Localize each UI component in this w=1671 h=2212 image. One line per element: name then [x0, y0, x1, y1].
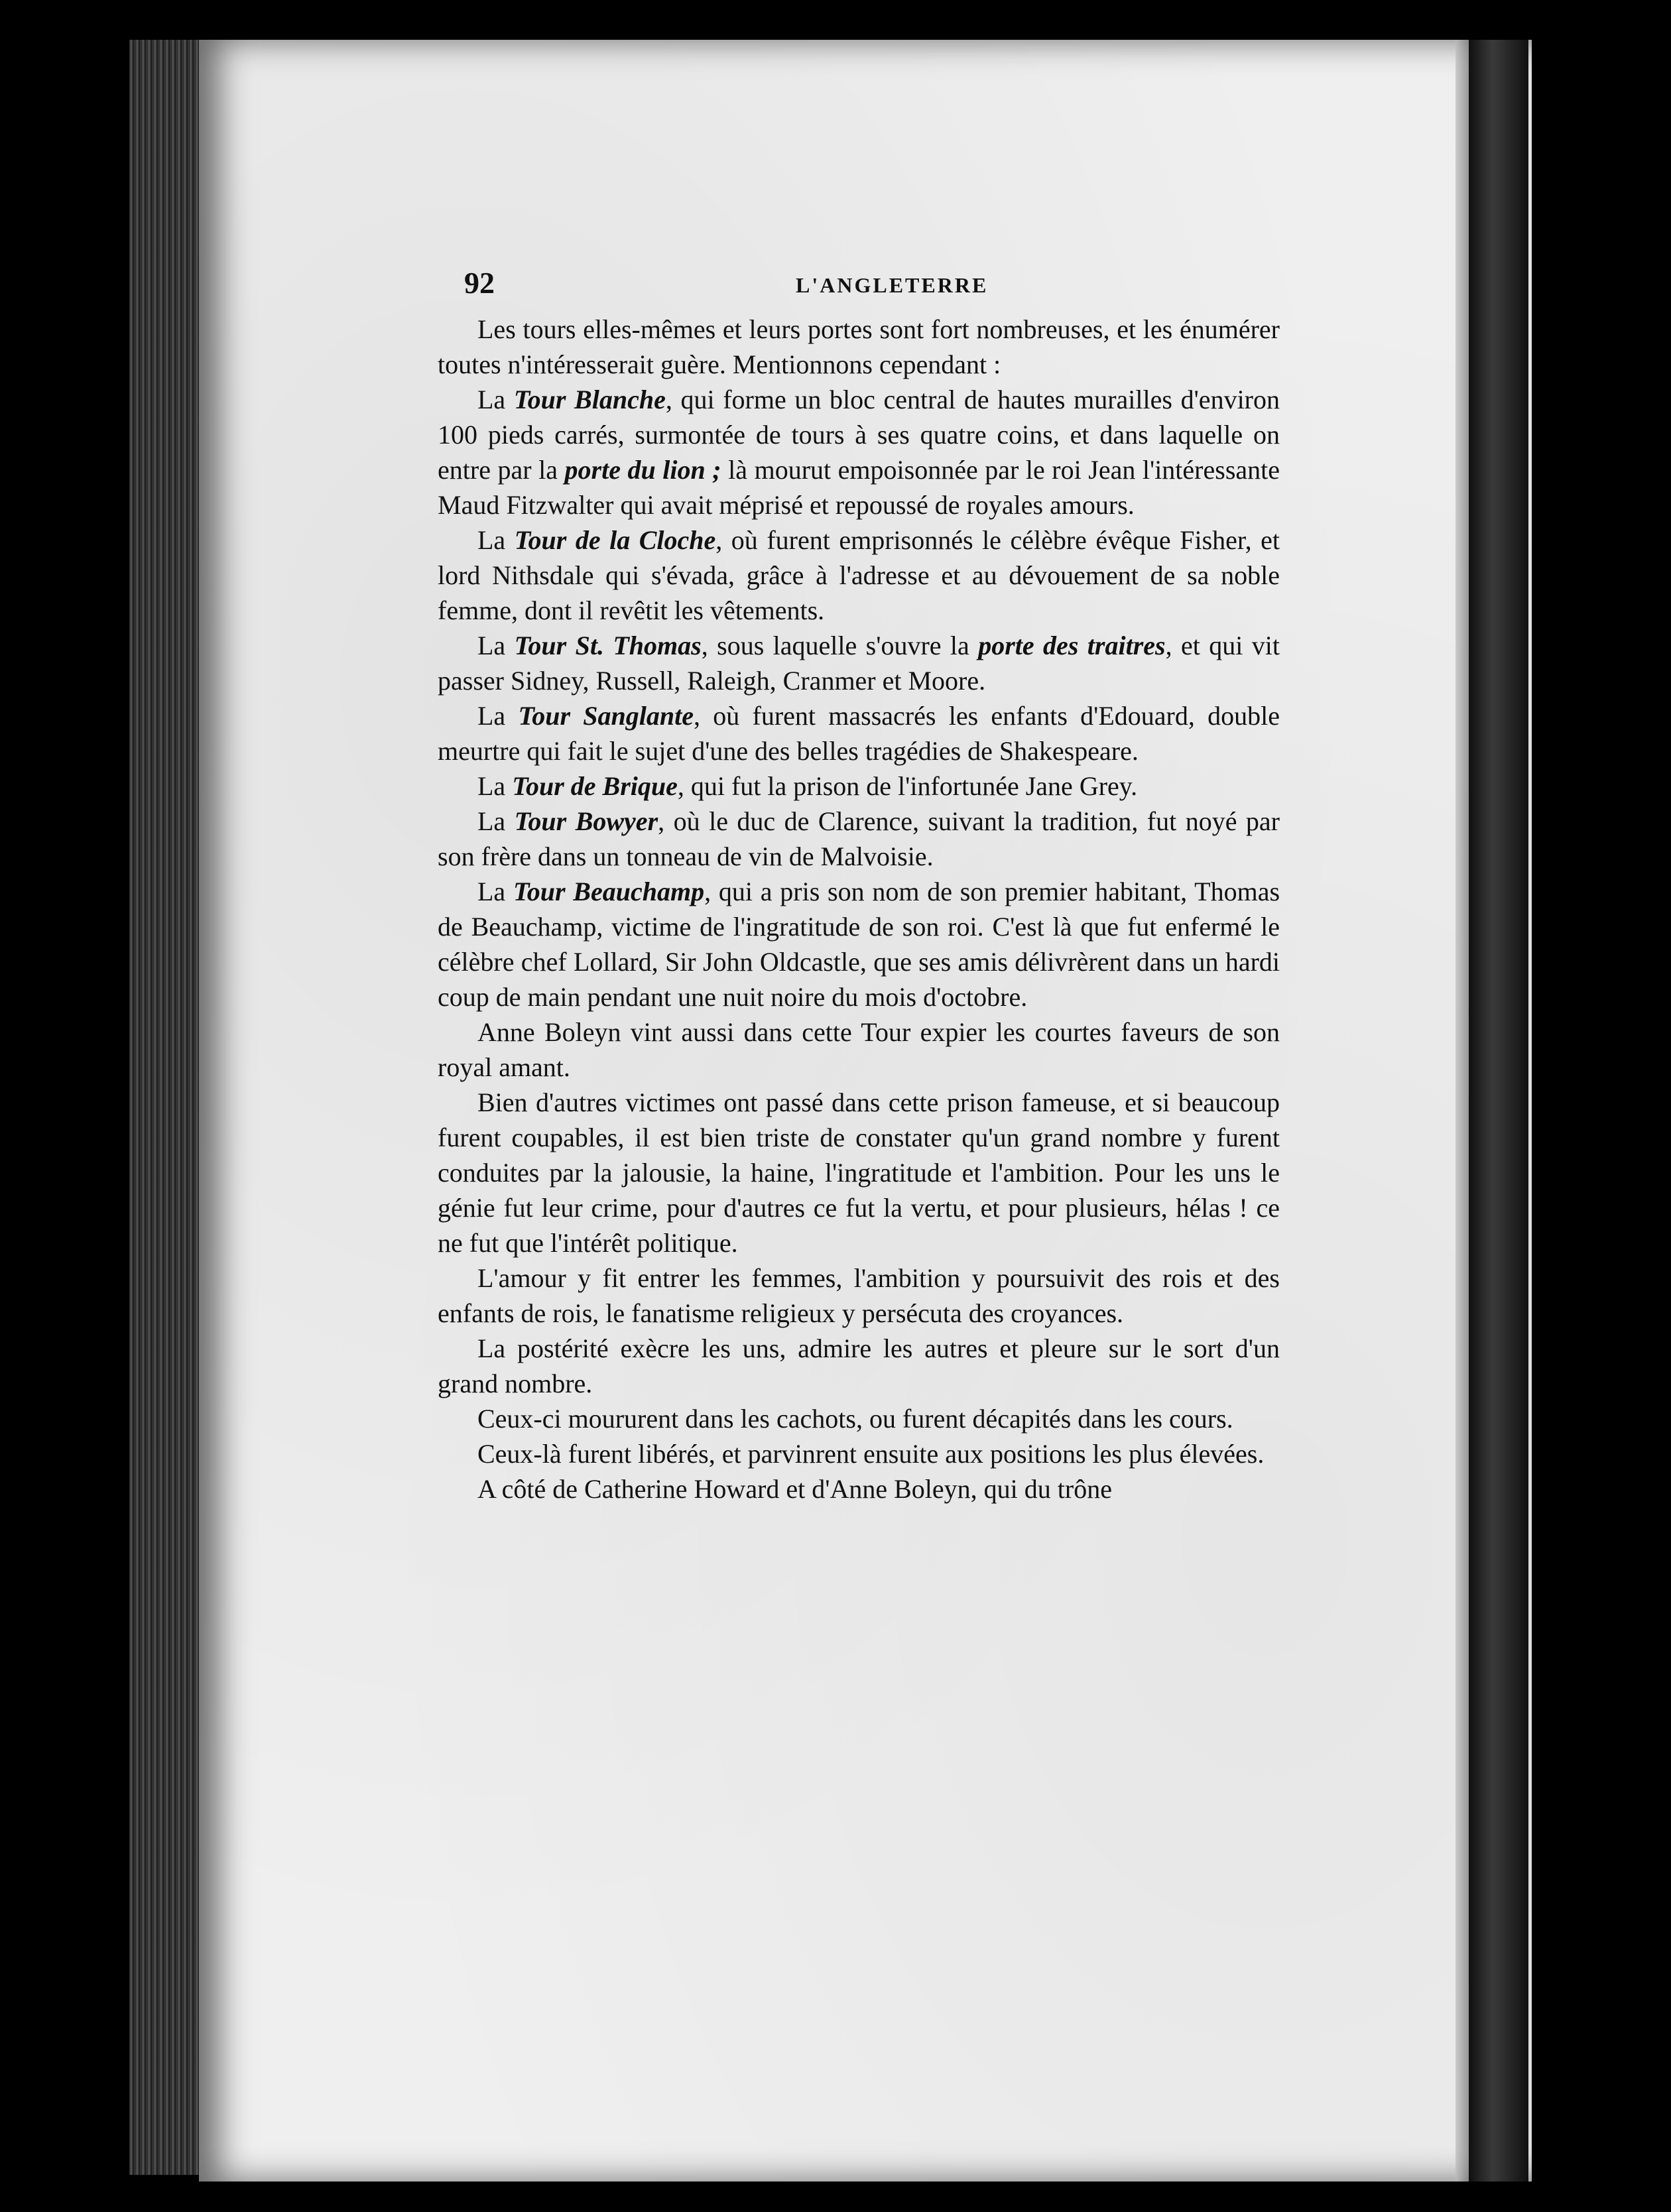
text-run: L'amour y fit entrer les femmes, l'ambition y poursuivit des rois et des enfants de rois, le fanatisme religieux y persécuta des croyances.	[438, 1263, 1280, 1328]
paragraph	[438, 1014, 1280, 1085]
paragraph	[438, 312, 1280, 382]
page-gutter-edge	[1455, 40, 1470, 2181]
text-run: Ceux-là furent libérés, et parvinrent ensuite aux positions les plus élevées.	[477, 1439, 1265, 1469]
book-binding	[1469, 40, 1528, 2181]
text-run: La	[477, 806, 515, 836]
paragraph	[438, 1436, 1280, 1471]
paragraph	[438, 1331, 1280, 1401]
paragraph	[438, 698, 1280, 768]
paragraph	[438, 874, 1280, 1014]
text-run: Bien d'autres victimes ont passé dans cette prison fameuse, et si beaucoup furent coupables, il est bien triste de constater qu'un grand nombre y furent conduites par la jalousie, la haine, l'ingratitude et l'ambition. Pour les uns le génie fut leur crime, pour d'autres ce fut la vertu, et pour plusieurs, hélas ! ce ne fut que l'intérêt politique.	[438, 1087, 1280, 1258]
text-run: La	[477, 877, 513, 906]
text-run: La	[477, 525, 515, 555]
text-run: La	[477, 385, 514, 414]
page-header	[464, 265, 1419, 305]
text-run: Ceux-ci moururent dans les cachots, ou furent décapités dans les cours.	[477, 1404, 1233, 1434]
text-run: , où furent massacrés les enfants d'Edouard, double meurtre qui fait le sujet d'une des belles tragédies de Shakespeare.	[438, 701, 1280, 766]
italic-name: Tour Blanche	[513, 385, 666, 414]
text-run: là mourut empoisonnée par le roi Jean l'intéressante Maud Fitzwalter qui avait méprisé et repoussé de royales amours.	[438, 455, 1280, 520]
paragraph	[438, 1260, 1280, 1331]
italic-name: porte du lion ;	[564, 455, 721, 485]
paragraph	[438, 1085, 1280, 1260]
text-run: Anne Boleyn vint aussi dans cette Tour expier les courtes faveurs de son royal amant.	[438, 1017, 1280, 1082]
paragraph	[438, 1471, 1280, 1506]
text-run: , qui forme un bloc central de hautes murailles d'environ 100 pieds carrés, surmontée de tours à ses quatre coins, et dans laquelle on entre par la	[438, 385, 1280, 485]
text-run: , sous laquelle s'ouvre la	[701, 631, 979, 660]
text-run: , où le duc de Clarence, suivant la tradition, fut noyé par son frère dans un tonneau de vin de Malvoisie.	[438, 806, 1280, 871]
paragraph	[438, 628, 1280, 698]
text-run: , qui a pris son nom de son premier habitant, Thomas de Beauchamp, victime de l'ingratitude de son roi. C'est là que fut enfermé le célèbre chef Lollard, Sir John Oldcastle, que ses amis délivrèrent dans un hardi coup de main pendant une nuit noire du mois d'octobre.	[438, 877, 1280, 1012]
body-text	[438, 312, 1280, 1506]
text-run: La	[477, 701, 519, 731]
italic-name: Tour St. Thomas	[514, 631, 702, 660]
italic-name: Tour Sanglante	[518, 701, 694, 731]
italic-name: Tour Beauchamp	[513, 877, 705, 906]
text-run: A côté de Catherine Howard et d'Anne Boleyn, qui du trône	[477, 1474, 1112, 1504]
text-run: , où furent emprisonnés le célèbre évêque Fisher, et lord Nithsdale qui s'évada, grâce à l'adresse et au dévouement de sa noble femme, dont il revêtit les vêtements.	[438, 525, 1280, 625]
page-stack-edge	[129, 40, 209, 2175]
running-head: L'ANGLETERRE	[796, 273, 989, 297]
text-run: La postérité exècre les uns, admire les autres et pleure sur le sort d'un grand nombre.	[438, 1333, 1280, 1398]
italic-name: Tour de Brique	[512, 771, 678, 801]
paragraph	[438, 804, 1280, 874]
paragraph	[438, 1401, 1280, 1436]
text-run: La	[477, 771, 513, 801]
text-run: Les tours elles-mêmes et leurs portes sont fort nombreuses, et les énumérer toutes n'intéresserait guère. Mentionnons cependant :	[438, 314, 1280, 379]
text-run: , qui fut la prison de l'infortunée Jane Grey.	[677, 771, 1138, 801]
page-number: 92	[464, 266, 495, 300]
text-run: , et qui vit passer Sidney, Russell, Raleigh, Cranmer et Moore.	[438, 631, 1280, 696]
paragraph	[438, 768, 1280, 804]
italic-name: Tour de la Cloche	[514, 525, 716, 555]
paragraph	[438, 382, 1280, 522]
paragraph	[438, 522, 1280, 628]
italic-name: porte des traitres	[978, 631, 1166, 660]
italic-name: Tour Bowyer	[514, 806, 658, 836]
text-run: La	[477, 631, 515, 660]
